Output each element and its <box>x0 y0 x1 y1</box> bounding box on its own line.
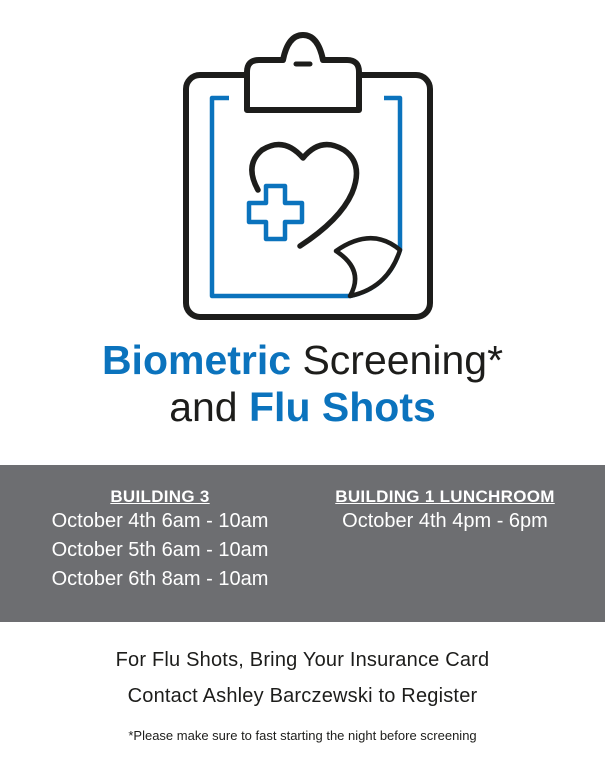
clipboard-icon <box>0 0 605 330</box>
page-title <box>0 337 605 431</box>
fasting-note: *Please make sure to fast starting the night before screening <box>128 728 477 743</box>
medical-cross-icon <box>249 186 302 239</box>
building-1-time: October 4th 4pm - 6pm <box>342 510 548 532</box>
title-and: and <box>169 384 250 430</box>
title-line-2 <box>0 384 605 431</box>
building-3-time: October 6th 8am - 10am <box>51 568 269 590</box>
title-flu-shots: Flu Shots <box>249 384 436 430</box>
building-3-heading: BUILDING 3 <box>110 487 210 506</box>
building-1-heading: BUILDING 1 LUNCHROOM <box>335 487 555 506</box>
schedule-band <box>0 465 605 622</box>
title-biometric: Biometric <box>101 337 292 383</box>
hero-graphic <box>0 0 605 330</box>
building-3-time: October 5th 6am - 10am <box>51 539 269 561</box>
building-1-schedule <box>305 487 585 536</box>
insurance-note: For Flu Shots, Bring Your Insurance Card <box>115 649 490 671</box>
title-line-1 <box>0 337 605 384</box>
title-screening: Screening* <box>291 337 504 383</box>
building-3-schedule <box>25 487 295 594</box>
building-3-time: October 4th 6am - 10am <box>51 510 269 532</box>
contact-note: Contact Ashley Barczewski to Register <box>127 685 478 707</box>
